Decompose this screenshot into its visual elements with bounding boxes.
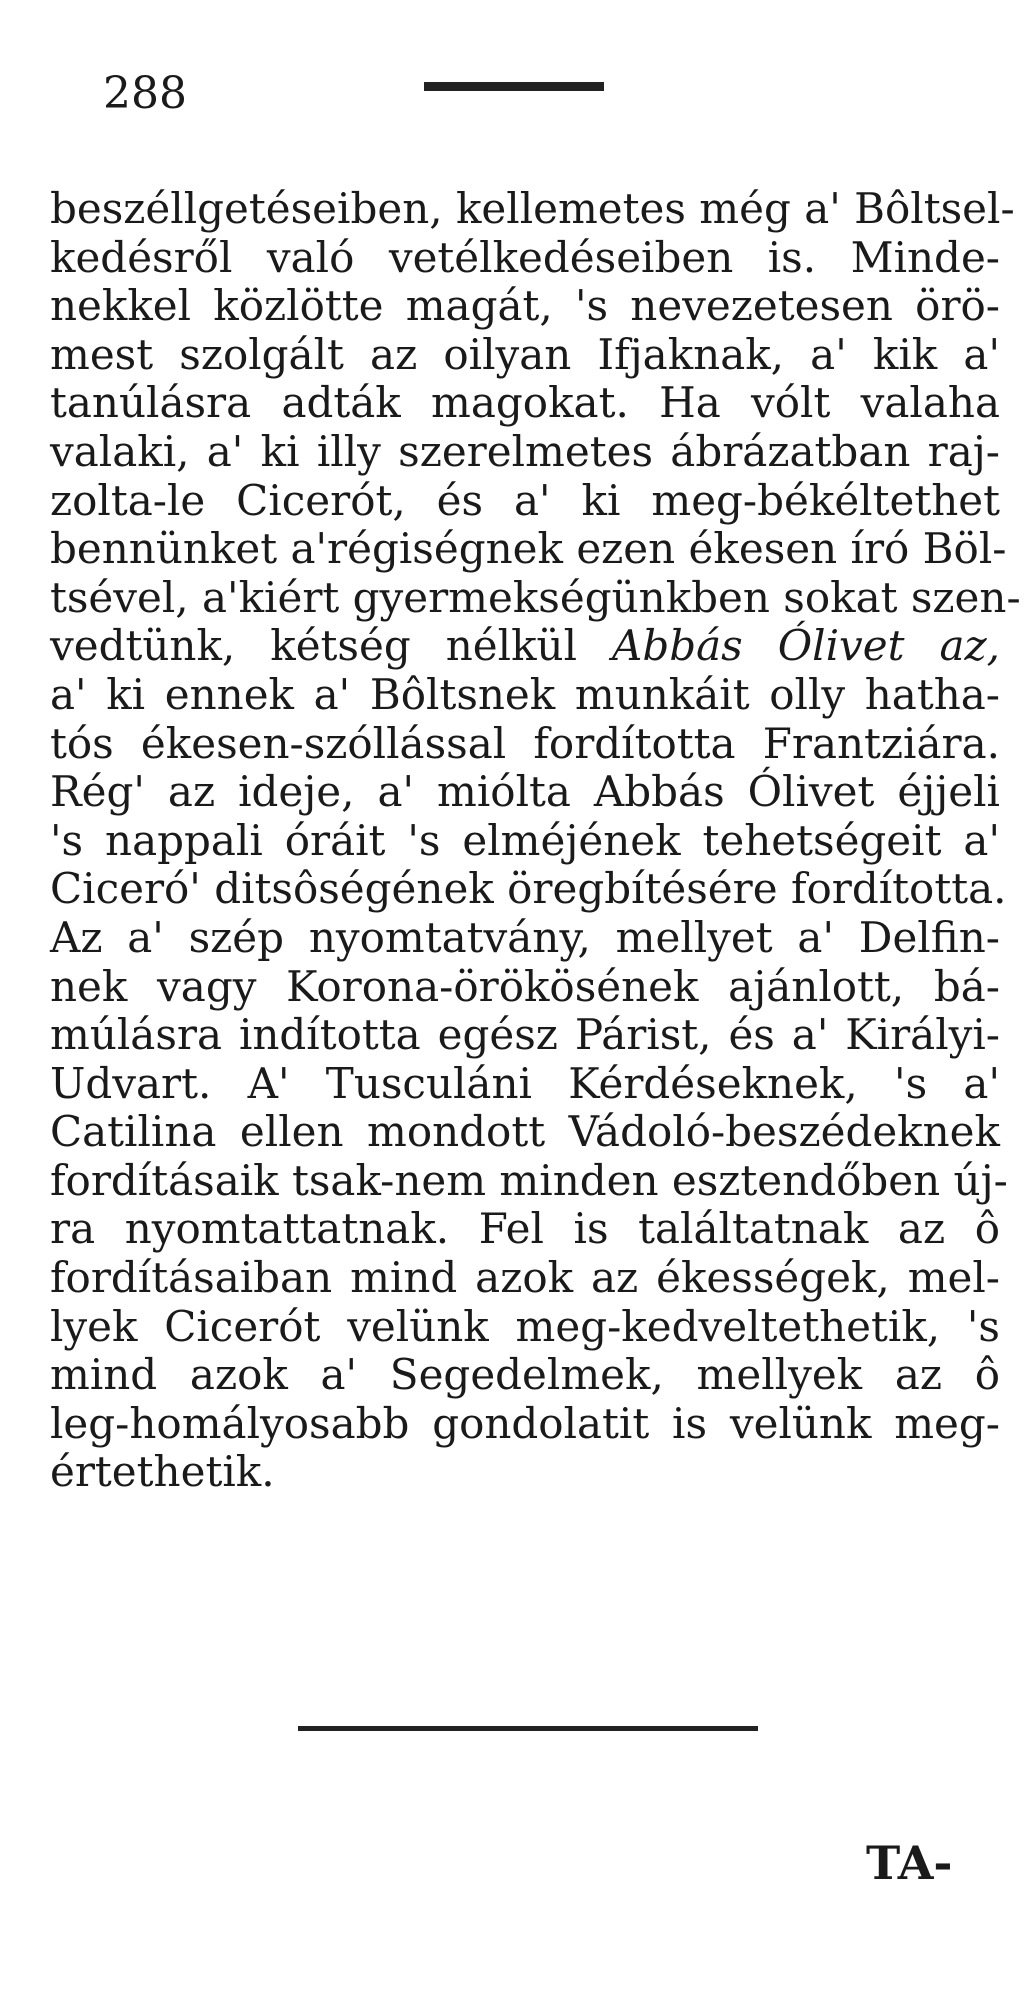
text-line: valaki, a' ki illy szerelmetes ábrázatban raj-	[50, 426, 1000, 476]
text-segment: vedtünk, kétség nélkül	[50, 621, 577, 671]
header-rule	[424, 82, 604, 91]
text-line: Catilina ellen mondott Vádoló-beszédeknek	[50, 1107, 1000, 1157]
text-line: zolta-le Cicerót, és a' ki meg-békéltethet	[50, 475, 1000, 525]
text-line: bennünket a'régiségnek ezen ékesen író Böl-	[50, 524, 1007, 574]
text-line: Udvart. A' Tusculáni Kérdéseknek, 's a'	[50, 1058, 1000, 1108]
text-line: nek vagy Korona-örökösének ajánlott, bá-	[50, 961, 1000, 1011]
body-text	[50, 184, 1021, 1497]
text-line: tós ékesen-szóllással fordította Frantziára.	[50, 718, 1000, 768]
text-line: Ciceró' ditsôségének öregbítésére fordította.	[50, 864, 1007, 914]
text-line: mest szolgált az oilyan Ifjaknak, a' kik a'	[50, 329, 1000, 379]
text-line: mind azok a' Segedelmek, mellyek az ô	[50, 1350, 1000, 1400]
text-line: Az a' szép nyomtatvány, mellyet a' Delfin-	[50, 912, 1000, 962]
italic-name: Abbás Ólivet az,	[612, 621, 1000, 671]
text-line: értethetik.	[50, 1447, 275, 1497]
text-line: fordításaik tsak-nem minden esztendőben új-	[50, 1155, 1008, 1205]
text-line: Rég' az ideje, a' miólta Abbás Ólivet éjjeli	[50, 767, 1000, 817]
catchword: TA-	[866, 1836, 953, 1890]
text-line: múlásra indította egész Párist, és a' Királyi-	[50, 1010, 1000, 1060]
text-line: nekkel közlötte magát, 's nevezetesen örö-	[50, 281, 1000, 331]
text-line: fordításaiban mind azok az ékességek, mel-	[50, 1253, 1000, 1303]
text-line: 's nappali óráit 's elméjének tehetségeit a'	[50, 815, 1000, 865]
page-number: 288	[103, 68, 187, 119]
text-line-with-italic	[50, 622, 1000, 671]
text-line: a' ki ennek a' Bôltsnek munkáit olly hatha-	[50, 669, 1000, 719]
text-line: tanúlásra adták magokat. Ha vólt valaha	[50, 378, 1000, 428]
text-line: lyek Cicerót velünk meg-kedveltethetik, 's	[50, 1301, 1000, 1351]
text-line: ra nyomtattatnak. Fel is találtatnak az ô	[50, 1204, 1000, 1254]
text-line: tsével, a'kiért gyermekségünkben sokat szen-	[50, 572, 1021, 622]
text-line: kedésről való vetélkedéseiben is. Minde-	[50, 232, 1000, 282]
text-line: beszéllgetéseiben, kellemetes még a' Bôltsel-	[50, 184, 1015, 233]
text-line: leg-homályosabb gondolatit is velünk meg-	[50, 1398, 1000, 1448]
closing-rule	[298, 1726, 758, 1731]
